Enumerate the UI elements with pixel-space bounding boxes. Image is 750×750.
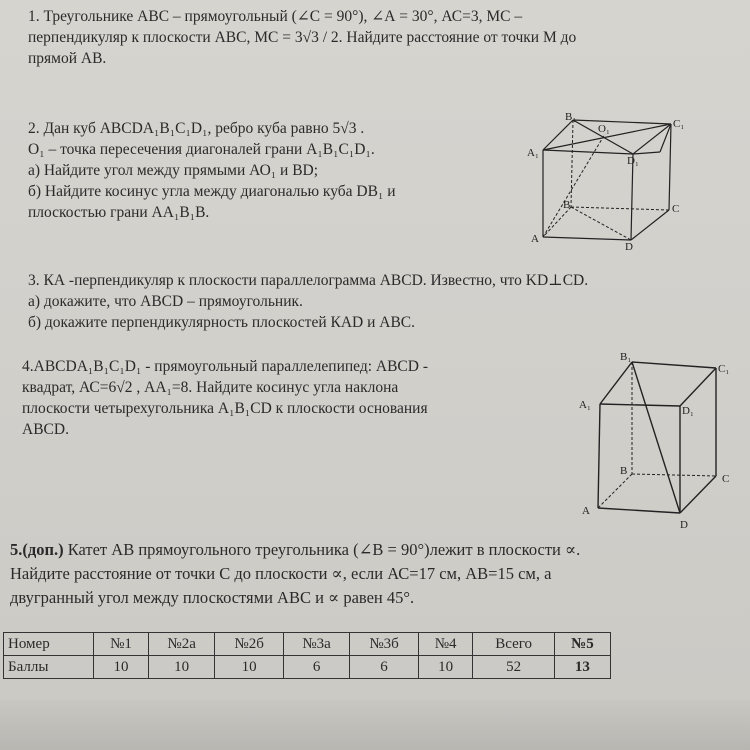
task-4 [22,356,567,440]
table-cell: №2а [148,633,215,656]
table-cell: 52 [473,656,554,679]
task-3-line: а) докажите, что ABCD – прямоугольник. [28,293,303,310]
cube-figure [525,112,705,257]
task-4-line: квадрат, АС=6√2 , АА₁=8. Найдите косинус угла наклона [22,379,399,396]
cube-drawing [525,112,705,252]
task-2-line: б) Найдите косинус угла между диагональю куба DB₁ и [28,183,396,200]
scores-header-row [4,633,611,656]
task-3-line: б) докажите перпендикулярность плоскостей КАD и АВС. [28,314,416,331]
cube-label-c1: C₁ [673,118,685,130]
cube-label-d1: D₁ [627,155,639,167]
table-cell: Номер [4,633,94,656]
prism-label-a1: A₁ [579,399,591,411]
task-5 [10,538,745,610]
task-5-line: двугранный угол между плоскостями АВС и ∝ равен 45°. [10,588,415,607]
task-3-line: 3. КА -перпендикуляр к плоскости параллелограмма ABCD. Известно, что KD⊥CD. [28,272,589,289]
task-3 [28,270,728,333]
prism-label-b1: B₁ [620,351,632,363]
task-1-line: прямой АВ. [28,50,107,67]
prism-label-d: D [680,519,688,531]
table-cell: №3б [350,633,418,656]
scores-table [3,632,611,679]
task-4-line: ABCD. [22,421,69,438]
cube-label-b: B [563,199,571,211]
task-4-line: 4.ABCDA₁B₁C₁D₁ - прямоугольный параллелепипед: ABCD - [22,358,429,375]
prism-figure [576,348,748,538]
table-cell: 6 [283,656,350,679]
table-cell: №3а [283,633,350,656]
cube-label-b1: B₁ [565,112,577,123]
table-cell: 10 [148,656,215,679]
task-2-line: а) Найдите угол между прямыми АО₁ и BD; [28,162,319,179]
scores-values-row [4,656,611,679]
task-4-line: плоскости четырехугольника А₁В₁CD к плоскости основания [22,400,428,417]
table-cell: Всего [473,633,554,656]
prism-label-c: C [722,473,730,485]
task-2-line: 2. Дан куб ABCDA₁B₁C₁D₁, ребро куба равно 5√3 . [28,120,365,137]
task-1-line: 1. Треугольнике АВС – прямоугольный (∠С = 90°), ∠А = 30°, АС=3, МС – [28,8,523,25]
table-cell: №1 [94,633,149,656]
cube-label-a1: A₁ [527,147,539,159]
table-cell: 13 [554,656,610,679]
prism-label-b: B [620,465,628,477]
table-cell: 6 [350,656,418,679]
task-2-line: плоскостью грани АА₁В₁В. [28,204,210,221]
task-1-line: перпендикуляр к плоскости АВС, МС = 3√3 / 2. Найдите расстояние от точки М до [28,29,577,46]
table-cell: Баллы [4,656,94,679]
task-2-line: О₁ – точка пересечения диагоналей грани А₁В₁С₁D₁. [28,141,375,158]
page-bottom-shadow [0,700,750,750]
task-5-line: Найдите расстояние от точки С до плоскости ∝, если АС=17 см, АВ=15 см, а [10,564,552,583]
table-cell: 10 [94,656,149,679]
task-5-text: Катет АВ прямоугольного треугольника (∠В = 90°)лежит в плоскости ∝. [63,540,581,559]
task-5-number: 5.(доп.) [10,540,64,559]
task-1 [28,6,728,69]
table-cell: №4 [418,633,473,656]
prism-drawing [576,348,748,533]
task-5-line [10,538,745,562]
table-cell: №2б [215,633,283,656]
table-cell: 10 [418,656,473,679]
table-cell: 10 [215,656,283,679]
prism-label-c1: C₁ [718,363,730,375]
table-cell: №5 [554,633,610,656]
cube-label-a: A [531,233,539,245]
cube-label-o1: O₁ [598,123,610,135]
cube-label-d: D [625,241,633,252]
task-2 [28,118,523,223]
prism-label-d1: D₁ [682,405,694,417]
cube-label-c: C [672,203,680,215]
prism-label-a: A [582,505,590,517]
